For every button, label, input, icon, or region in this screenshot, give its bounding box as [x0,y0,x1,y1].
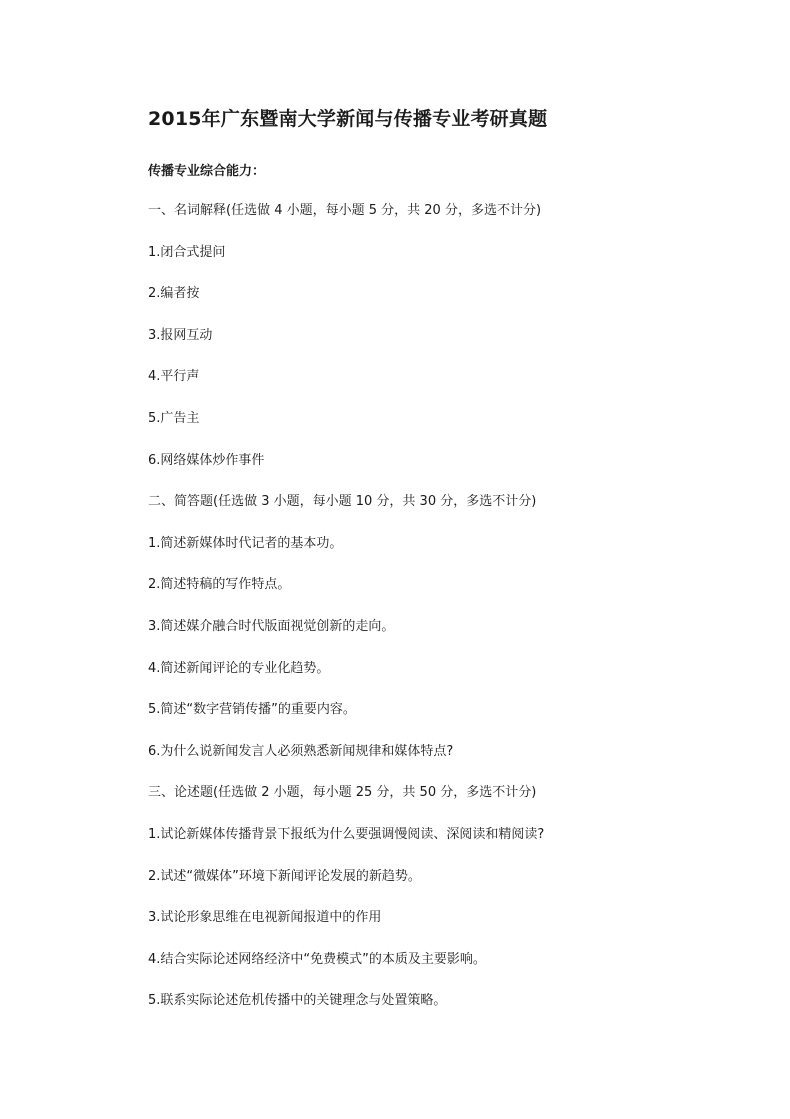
section-heading: 三、论述题(任选做 2 小题，每小题 25 分，共 50 分，多选不计分) [148,785,537,800]
question-item: 1.试论新媒体传播背景下报纸为什么要强调慢阅读、深阅读和精阅读? [148,827,545,842]
question-item: 3.试论形象思维在电视新闻报道中的作用 [148,910,382,925]
question-item: 2.编者按 [148,286,200,301]
question-item: 4.平行声 [148,369,200,384]
question-item: 3.报网互动 [148,328,213,343]
question-item: 6.为什么说新闻发言人必须熟悉新闻规律和媒体特点? [148,744,454,759]
question-item: 4.结合实际论述网络经济中“免费模式”的本质及主要影响。 [148,952,486,967]
question-item: 6.网络媒体炒作事件 [148,453,265,468]
question-item: 5.联系实际论述危机传播中的关键理念与处置策略。 [148,993,447,1008]
section-heading: 一、名词解释(任选做 4 小题，每小题 5 分，共 20 分，多选不计分) [148,203,542,218]
question-item: 1.简述新媒体时代记者的基本功。 [148,536,343,551]
question-item: 2.试述“微媒体”环境下新闻评论发展的新趋势。 [148,869,421,884]
question-item: 5.简述“数字营销传播”的重要内容。 [148,702,356,717]
question-item: 3.简述媒介融合时代版面视觉创新的走向。 [148,619,395,634]
question-item: 4.简述新闻评论的专业化趋势。 [148,661,330,676]
question-item: 1.闭合式提问 [148,245,226,260]
question-item: 2.简述特稿的写作特点。 [148,577,291,592]
section-heading: 二、简答题(任选做 3 小题，每小题 10 分，共 30 分，多选不计分) [148,494,537,509]
document-subtitle: 传播专业综合能力： [148,164,266,179]
document-title: 2015年广东暨南大学新闻与传播专业考研真题 [148,108,548,130]
question-item: 5.广告主 [148,411,200,426]
